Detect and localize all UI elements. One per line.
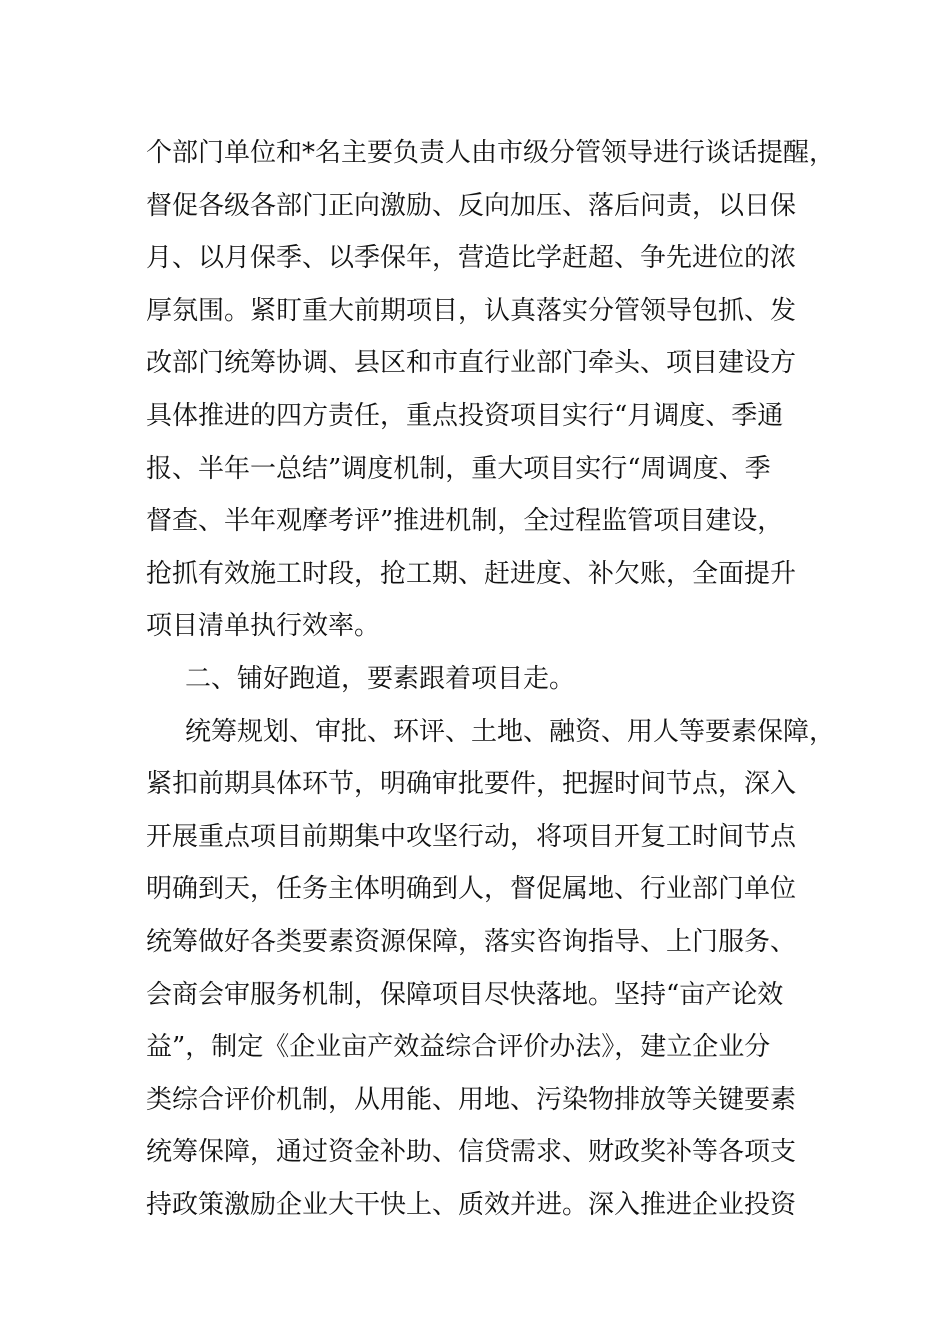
text-line: 抢抓有效施工时段，抢工期、赶进度、补欠账，全面提升 [146, 558, 797, 589]
text-line: 督促各级各部门正向激励、反向加压、落后问责，以日保 [146, 190, 797, 221]
text-line: 持政策激励企业大干快上、质效并进。深入推进企业投资 [146, 1189, 797, 1220]
text-line: 益”，制定《企业亩产效益综合评价办法》，建立企业分 [146, 1032, 771, 1063]
text-line: 统筹保障，通过资金补助、信贷需求、财政奖补等各项支 [146, 1137, 797, 1168]
text-line: 统筹规划、审批、环评、土地、融资、用人等要素保障， [185, 716, 836, 747]
text-line: 紧扣前期具体环节，明确审批要件，把握时间节点，深入 [146, 769, 797, 800]
text-line: 项目清单执行效率。 [146, 611, 381, 642]
text-line: 会商会审服务机制，保障项目尽快落地。坚持“亩产论效 [146, 979, 784, 1010]
text-line: 统筹做好各类要素资源保障，落实咨询指导、上门服务、 [146, 926, 797, 957]
text-line: 开展重点项目前期集中攻坚行动，将项目开复工时间节点 [146, 821, 797, 852]
text-line: 类综合评价机制，从用能、用地、污染物排放等关键要素 [146, 1084, 797, 1115]
text-line: 改部门统筹协调、县区和市直行业部门牵头、项目建设方 [146, 348, 797, 379]
text-line: 报、半年一总结”调度机制，重大项目实行“周调度、季 [146, 453, 771, 484]
text-line: 个部门单位和*名主要负责人由市级分管领导进行谈话提醒， [146, 138, 836, 168]
text-line: 明确到天，任务主体明确到人，督促属地、行业部门单位 [146, 874, 797, 905]
body-text [146, 127, 836, 1231]
text-line: 月、以月保季、以季保年，营造比学赶超、争先进位的浓 [146, 243, 797, 274]
text-line: 督查、半年观摩考评”推进机制，全过程监管项目建设， [146, 506, 784, 537]
text-line: 厚氛围。紧盯重大前期项目，认真落实分管领导包抓、发 [146, 295, 797, 326]
section-heading: 二、铺好跑道，要素跟着项目走。 [185, 663, 576, 694]
text-line: 具体推进的四方责任，重点投资项目实行“月调度、季通 [146, 400, 784, 431]
